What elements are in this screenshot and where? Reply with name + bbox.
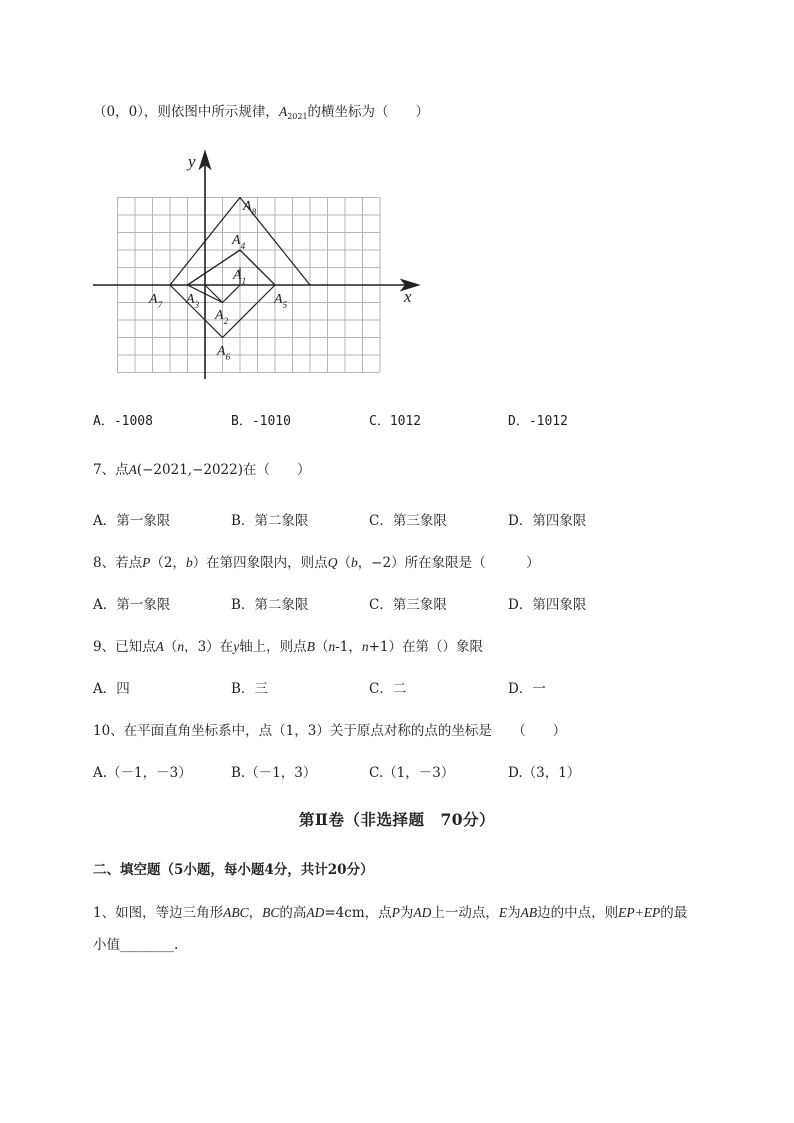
q8-q-coords-b: ，−2）所在象限是（ ）	[357, 555, 540, 571]
point-label-sub: 4	[240, 241, 246, 251]
fill1-t3: 的高	[279, 905, 307, 921]
q7-option-c[interactable]: C．第三象限	[369, 513, 447, 529]
point-label-a6: $A_6$	[217, 344, 231, 362]
q8-p-coords-b: ）在第四象限内，则点	[192, 555, 328, 571]
fill1-t5: 为	[399, 905, 414, 921]
q7-option-b[interactable]: B．第二象限	[231, 513, 309, 529]
q7-coords: (−2021,−2022)	[136, 462, 244, 478]
q8-stem	[93, 551, 540, 571]
fill1-t6: 上一动点，	[431, 905, 499, 921]
q6-stem-var: A	[278, 104, 288, 119]
q7-suffix: 在（ ）	[243, 462, 311, 478]
point-label-a7: $A_7$	[149, 292, 163, 310]
q8-p: P	[142, 555, 151, 570]
fill1-t7: 为	[507, 905, 521, 921]
coordinate-figure	[88, 148, 428, 383]
point-label-sub: 6	[225, 352, 231, 362]
q9-option-b[interactable]: B．三	[231, 681, 268, 697]
q8-b1: b	[185, 555, 193, 570]
q10-option-c[interactable]: C.（1，－3）	[369, 765, 455, 781]
x-axis-label: x	[404, 287, 412, 306]
q6-stem	[93, 100, 429, 121]
q9-n2: n	[328, 639, 336, 654]
q8-q-coords-a: （	[337, 555, 351, 571]
fill1-abc: ABC	[223, 905, 249, 920]
q7-stem	[93, 458, 311, 478]
q9-option-c[interactable]: C．二	[369, 681, 407, 697]
fill1-t9: 的最	[660, 905, 688, 921]
q10-option-d[interactable]: D.（3，1）	[508, 765, 581, 781]
q6-stem-pre: （0，0），则依图中所示规律，	[93, 104, 279, 120]
point-label-sub: 1	[241, 276, 247, 286]
q9-b-coords-c: +1）在第（）象限	[368, 639, 483, 655]
q10-option-a[interactable]: A.（－1，－3）	[93, 765, 192, 781]
q9-n3: n	[361, 639, 369, 654]
point-label-a8: $A_8$	[243, 199, 257, 217]
fill1-ad: AD	[306, 905, 325, 920]
q9-b-coords-b: -1，	[335, 639, 362, 655]
fill1-p: P	[391, 905, 400, 920]
fill1-t2: ，	[248, 905, 263, 921]
point-label-a3: $A_3$	[186, 292, 200, 310]
q6-stem-post: 的横坐标为（ ）	[307, 104, 430, 120]
fill1-line2: 小值________.	[93, 937, 179, 953]
q7-prefix: 7、点	[93, 462, 129, 478]
q8-prefix: 8、若点	[93, 555, 143, 571]
q8-option-a[interactable]: A．第一象限	[93, 597, 171, 613]
fill1-bc: BC	[262, 905, 280, 920]
q9-a: A	[155, 639, 164, 654]
q9-b: B	[306, 639, 315, 654]
fill1-t4: =4cm，点	[324, 905, 392, 921]
q8-p-coords-a: （2，	[150, 555, 186, 571]
fill1-e: E	[498, 905, 508, 920]
point-label-sub: 3	[194, 300, 200, 310]
q10-stem: 10、在平面直角坐标系中，点（1，3）关于原点对称的点的坐标是 （ ）	[93, 723, 567, 739]
q7-option-a[interactable]: A．第一象限	[93, 513, 171, 529]
inner-segment	[205, 285, 223, 303]
point-label-a4: $A_4$	[232, 233, 246, 251]
q9-prefix: 9、已知点	[93, 639, 156, 655]
q6-option-c[interactable]: C．1012	[369, 414, 422, 429]
q9-n1: n	[177, 639, 185, 654]
point-label-sub: 5	[282, 300, 288, 310]
q9-mid: 轴上，则点	[239, 639, 307, 655]
q9-option-d[interactable]: D．一	[508, 681, 546, 697]
q7-point: A	[128, 462, 137, 477]
q9-stem	[93, 635, 483, 655]
fill1-ab: AB	[520, 905, 538, 920]
q9-a-coords-b: ，3）在	[184, 639, 234, 655]
q10-option-b[interactable]: B.（－1，3）	[231, 765, 317, 781]
q9-y: y	[233, 639, 240, 654]
q8-b2: b	[350, 555, 358, 570]
q7-option-d[interactable]: D．第四象限	[508, 513, 587, 529]
point-label-a5: $A_5$	[274, 292, 288, 310]
point-label-sub: 7	[157, 300, 163, 310]
q9-option-a[interactable]: A．四	[93, 681, 130, 697]
fill1-ep: EP+EP	[618, 905, 661, 920]
fill1-ad2: AD	[413, 905, 432, 920]
q6-option-b[interactable]: B．-1010	[231, 414, 291, 429]
point-label-a2: $A_2$	[215, 308, 229, 326]
point-label-sub: 2	[223, 316, 229, 326]
fill1-t1: 1、如图，等边三角形	[93, 905, 224, 921]
q9-a-coords-a: （	[163, 639, 178, 655]
q6-stem-sub: 2021	[287, 112, 308, 121]
part-title: 二、填空题（5小题，每小题4分，共计20分）	[93, 862, 374, 878]
q8-option-c[interactable]: C．第三象限	[369, 597, 447, 613]
point-label-sub: 8	[251, 207, 257, 217]
section-title: 第Ⅱ卷（非选择题 70分）	[298, 810, 496, 829]
q8-q: Q	[327, 555, 338, 570]
q9-b-coords-a: （	[314, 639, 329, 655]
fill1-line1	[93, 901, 687, 921]
fill1-t8: 边的中点，则	[537, 905, 619, 921]
q8-option-d[interactable]: D．第四象限	[508, 597, 587, 613]
point-label-a1: $A_1$	[233, 268, 247, 286]
q6-option-a[interactable]: A．-1008	[93, 414, 153, 429]
q6-option-d[interactable]: D．-1012	[508, 414, 568, 429]
y-axis-label: y	[188, 152, 196, 171]
q8-option-b[interactable]: B．第二象限	[231, 597, 309, 613]
